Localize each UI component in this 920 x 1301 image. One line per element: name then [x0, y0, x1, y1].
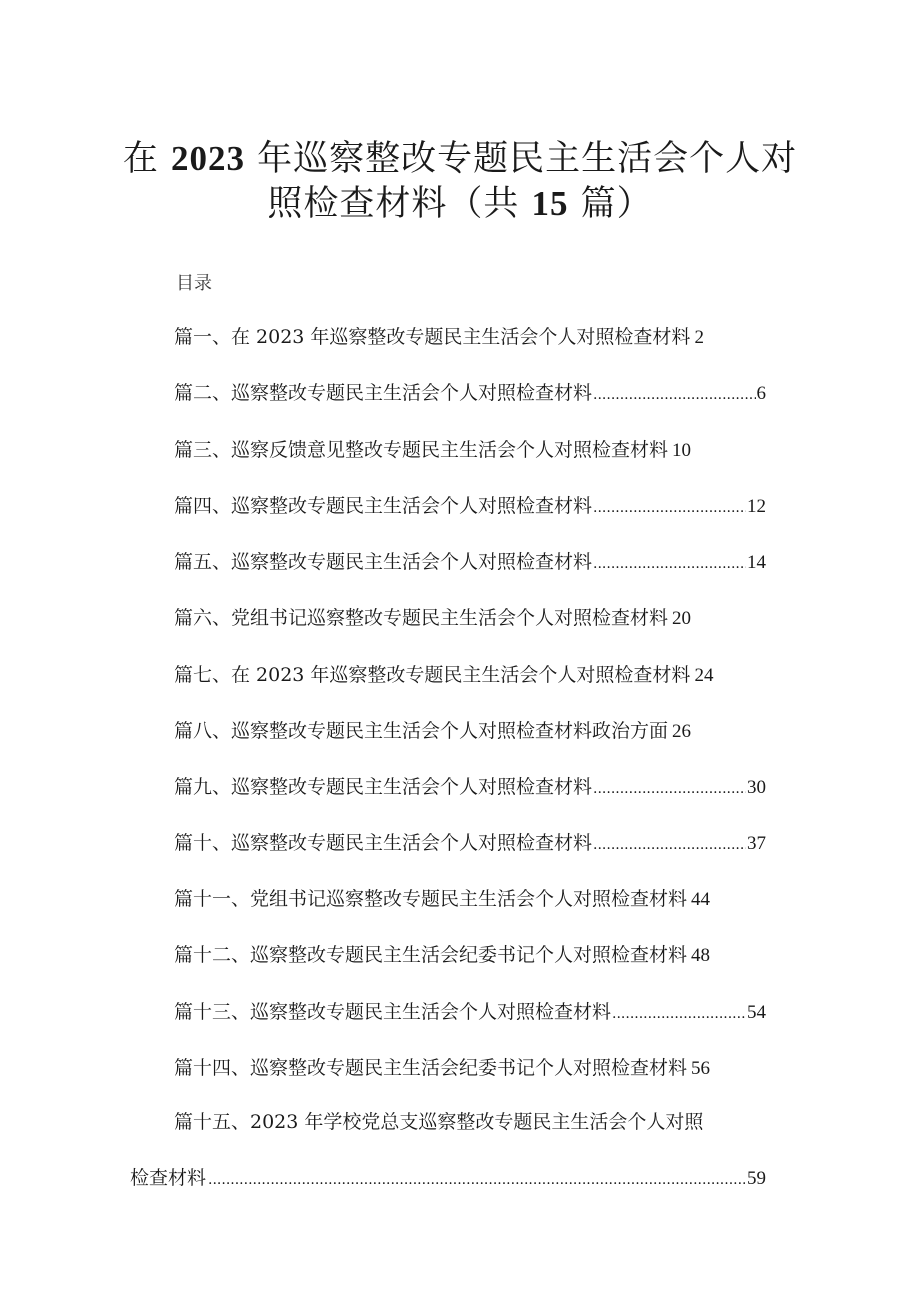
toc-entry[interactable]	[174, 604, 766, 632]
title-text: 篇）	[580, 184, 653, 224]
toc-entry-label: 检查材料	[130, 1167, 207, 1189]
title-year: 2023	[171, 139, 245, 178]
toc-entry-label: 篇四、巡察整改专题民主生活会个人对照检查材料	[174, 495, 593, 517]
toc-entry-label: 篇十三、巡察整改专题民主生活会个人对照检查材料	[174, 1001, 612, 1023]
toc-entry-label: 篇一、在 2023 年巡察整改专题民主生活会个人对照检查材料	[174, 326, 691, 348]
toc-entry[interactable]	[174, 492, 766, 520]
toc-entry-page: 24	[694, 665, 714, 686]
toc-leader-dots	[593, 494, 746, 522]
toc-entry-page: 59	[747, 1168, 766, 1189]
toc-leader-dots	[593, 381, 755, 409]
toc-entry-label: 篇九、巡察整改专题民主生活会个人对照检查材料	[174, 776, 593, 798]
toc-leader-dots	[208, 1166, 745, 1194]
title-text: 在	[122, 139, 159, 179]
toc-entry[interactable]	[174, 323, 766, 351]
toc-entry-page: 26	[672, 721, 692, 742]
toc-entry[interactable]	[174, 379, 766, 407]
toc-entry-page: 6	[756, 383, 766, 404]
toc-entry-page: 48	[691, 945, 711, 966]
toc-entry-label: 篇三、巡察反馈意见整改专题民主生活会个人对照检查材料	[174, 439, 669, 461]
toc-entry-15-line-2[interactable]	[130, 1164, 766, 1192]
toc-entry[interactable]	[174, 829, 766, 857]
toc-entry-page: 30	[747, 777, 766, 798]
toc-entry-page: 14	[747, 552, 766, 573]
document-title-line-2	[0, 182, 920, 226]
toc-entry[interactable]	[174, 436, 766, 464]
toc-entry[interactable]	[174, 717, 766, 745]
toc-entry-page: 10	[672, 440, 692, 461]
toc-entry-label: 篇十四、巡察整改专题民主生活会纪委书记个人对照检查材料	[174, 1057, 688, 1079]
title-text: 年巡察整改专题民主生活会个人对	[257, 139, 798, 179]
toc-leader-dots	[593, 775, 746, 803]
toc-entry-page: 37	[747, 833, 766, 854]
toc-leader-dots	[593, 831, 746, 859]
toc-entry-page: 2	[694, 327, 704, 348]
toc-entry[interactable]	[174, 661, 766, 689]
document-title-line-1	[0, 137, 920, 181]
toc-entry-page: 56	[691, 1058, 711, 1079]
toc-entry-page: 12	[747, 496, 766, 517]
toc-entry-label: 篇十、巡察整改专题民主生活会个人对照检查材料	[174, 832, 593, 854]
toc-entry-label: 篇五、巡察整改专题民主生活会个人对照检查材料	[174, 551, 593, 573]
toc-leader-dots	[612, 1000, 746, 1028]
toc-entry-label: 篇二、巡察整改专题民主生活会个人对照检查材料	[174, 382, 593, 404]
toc-entry[interactable]	[174, 1054, 766, 1082]
toc-entry[interactable]	[174, 885, 766, 913]
toc-entry[interactable]	[174, 548, 766, 576]
title-text: 照检查材料（共	[267, 184, 520, 224]
toc-entry-label: 篇六、党组书记巡察整改专题民主生活会个人对照检查材料	[174, 607, 669, 629]
toc-entry-15-line-1[interactable]: 篇十五、2023 年学校党总支巡察整改专题民主生活会个人对照	[174, 1111, 704, 1133]
title-count: 15	[531, 184, 569, 223]
toc-entry-page: 54	[747, 1002, 766, 1023]
toc-entry[interactable]	[174, 998, 766, 1026]
toc-entry-label: 篇十二、巡察整改专题民主生活会纪委书记个人对照检查材料	[174, 944, 688, 966]
toc-leader-dots	[593, 550, 746, 578]
toc-entry-page: 20	[672, 608, 692, 629]
toc-entry-page: 44	[691, 889, 711, 910]
toc-entry[interactable]	[174, 941, 766, 969]
toc-entry-label: 篇七、在 2023 年巡察整改专题民主生活会个人对照检查材料	[174, 664, 691, 686]
toc-entry-label: 篇八、巡察整改专题民主生活会个人对照检查材料政治方面	[174, 720, 669, 742]
toc-entry-label: 篇十一、党组书记巡察整改专题民主生活会个人对照检查材料	[174, 888, 688, 910]
toc-heading: 目录	[176, 273, 212, 294]
toc-entry[interactable]	[174, 773, 766, 801]
